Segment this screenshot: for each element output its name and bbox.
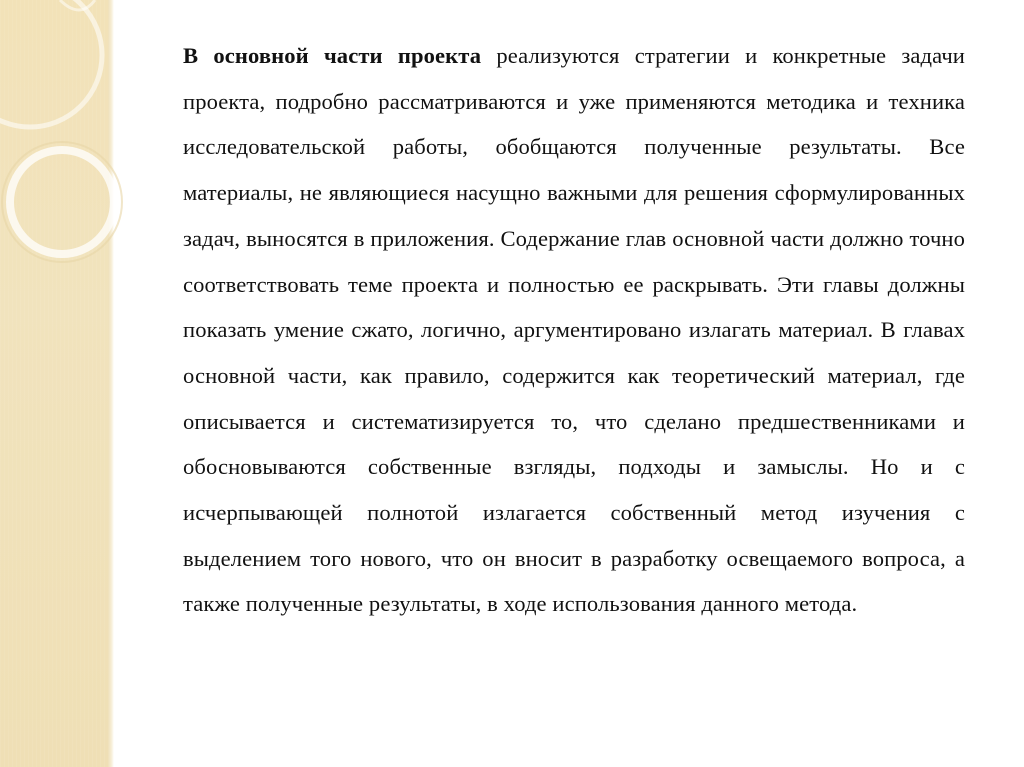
slide-body-text [183, 33, 965, 627]
upper-ring [0, 0, 102, 127]
body-lead-bold: В основной части проекта [183, 43, 482, 68]
lower-ring-shadow [2, 142, 122, 262]
decorative-rings-icon [0, 0, 130, 767]
body-text: реализуются стратегии и конкретные задачи проекта, подробно рассматриваются и уже применяются методика и техника исследовательской работы, обобщаются полученные результаты. Все материалы, не являющиеся насущно важными для решения сформулированных задач, выносятся в приложения. Содержание глав основной части должно точно соответствовать теме проекта и полностью ее раскрывать. Эти главы должны показать умение сжато, логично, аргументировано излагать материал. В главах основной части, как правило, содержится как теоретический материал, где описывается и систематизируется то, что сделано предшественниками и обосновываются собственные взгляды, подходы и замыслы. Но и с исчерпывающей полнотой излагается собственный метод изучения с выделением того нового, что он вносит в разработку освещаемого вопроса, а также полученные результаты, в ходе использования данного метода. [183, 43, 965, 617]
lower-ring [10, 150, 114, 254]
